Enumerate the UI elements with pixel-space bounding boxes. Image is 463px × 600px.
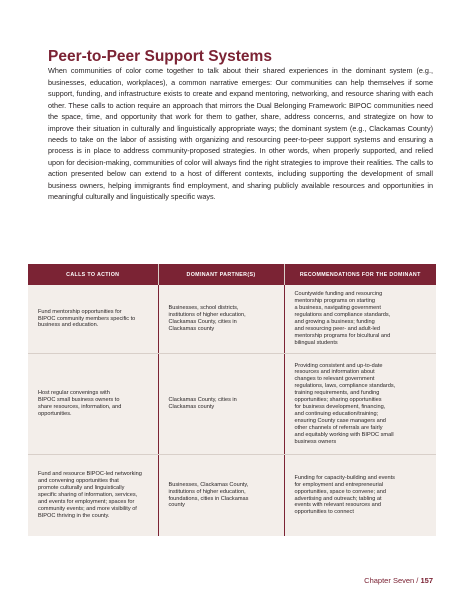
dominant-partner-cell <box>158 285 284 354</box>
table-row <box>28 354 436 455</box>
header-recommendations: RECOMMENDATIONS FOR THE DOMINANT <box>284 264 436 285</box>
table-row <box>28 455 436 537</box>
call-to-action-cell <box>28 455 158 537</box>
dominant-partner-text: Businesses, Clackamas County, institutions of higher education, foundations, cities in Clackamas county <box>168 481 249 509</box>
intro-paragraph: When communities of color come together to talk about their shared experiences in the dominant system (e.g., businesses, education, workplaces), a common narrative emerges: Our communities can help themselves if some support, funding, and infrastructure exists to create and expand mentoring, networking, and resource sharing with each other. These calls to action require an approach that mirrors the Dual Belonging Framework: BIPOC communities need the space, time, and opportunity that work for them to gather, share, address concerns, and strategize on how to improve their situation in culturally and linguistically appropriate ways; the dominant system (e.g., Clackamas County) needs to take on the labor of assisting with organizing and resourcing peer-to-peer support systems and ensuring a process is in place to address community-proposed strategies. In other words, when properly supported, and relied upon for decision-making, communities of color will always find the right strategies to improve their realities. The calls to action presented below can extend to a host of different contexts, including supporting the development of small business owners, helping immigrants find employment, and sharing publicly available resources and opportunities in meaningful culturally and linguistically specific ways. <box>48 66 433 202</box>
call-to-action-cell <box>28 285 158 354</box>
table-row <box>28 285 436 354</box>
page-footer <box>364 576 433 585</box>
recommendation-text: Providing consistent and up-to-date resources and information about changes to relevant government regulations, laws, compliance standards, training requirements, and funding opportunities; sharing opportunities for business development, financing, and continuing education/training; ensuring County case managers and other channels of referrals are fairly and equitably working with BIPOC small business owners <box>294 362 396 445</box>
table-header-row <box>28 264 436 285</box>
dominant-partner-text: Businesses, school districts, institutions of higher education, Clackamas County, cities in Clackamas county <box>168 305 246 332</box>
call-to-action-cell <box>28 354 158 455</box>
recommendation-text: Countywide funding and resourcing mentorship programs on starting a business, navigating government regulations and compliance standards, and growing a business; funding and resourcing peer- and adult-led mentorship programs for bicultural and bilingual students <box>294 291 391 346</box>
dominant-partner-cell <box>158 455 284 537</box>
recommendation-cell <box>284 455 436 537</box>
footer-separator: / <box>414 576 421 585</box>
chapter-label: Chapter Seven <box>364 576 415 585</box>
dominant-partner-text: Clackamas County, cities in Clackamas county <box>168 397 237 410</box>
header-dominant-partners: DOMINANT PARTNER(S) <box>158 264 284 285</box>
dominant-partner-cell <box>158 354 284 455</box>
recommendation-text: Funding for capacity-building and events for employment and entrepreneurial opportunities, space to convene; and advertising and outreach; tabling at events with relevant resources and opportunities to connect <box>294 474 395 516</box>
recommendation-cell <box>284 354 436 455</box>
call-to-action-text: Fund and resource BIPOC-led networking and convening opportunities that promote culturally and linguistically specific sharing of information, services, and events for employment; spaces for community events; and more visibility of BIPOC thriving in the county. <box>38 471 142 519</box>
page-title: Peer-to-Peer Support Systems <box>48 48 272 66</box>
page-number: 157 <box>420 576 433 585</box>
calls-to-action-table <box>28 264 436 536</box>
call-to-action-text: Fund mentorship opportunities for BIPOC community members specific to business and education. <box>38 308 136 329</box>
recommendation-cell <box>284 285 436 354</box>
header-calls-to-action: CALLS TO ACTION <box>28 264 158 285</box>
call-to-action-text: Host regular convenings with BIPOC small business owners to share resources, information, and opportunities. <box>38 390 122 417</box>
